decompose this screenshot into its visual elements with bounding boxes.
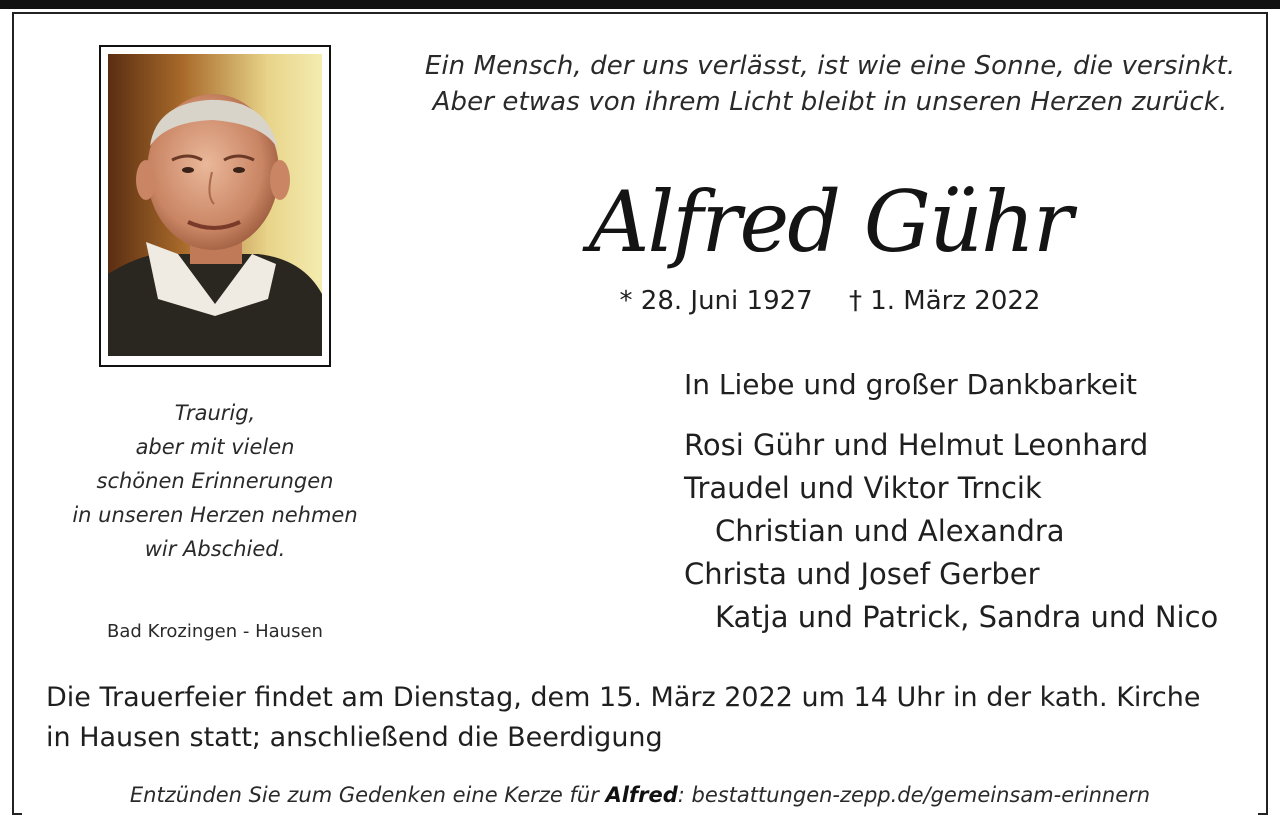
opening-quote-line-1: Ein Mensch, der uns verlässt, ist wie eine Sonne, die versinkt. bbox=[424, 51, 1236, 81]
farewell-quote-line-1: Traurig, bbox=[174, 401, 256, 425]
life-dates bbox=[560, 284, 1100, 318]
footer-prefix: Entzünden Sie zum Gedenken eine Kerze für bbox=[129, 783, 606, 807]
farewell-quote-line-5: wir Abschied. bbox=[144, 537, 286, 561]
farewell-quote-line-2: aber mit vielen bbox=[135, 435, 295, 459]
family-member: Traudel und Viktor Trncik bbox=[684, 471, 1042, 505]
farewell-quote bbox=[40, 396, 390, 566]
ceremony-line-2: in Hausen statt; anschließend die Beerdigung bbox=[46, 722, 663, 753]
portrait-frame bbox=[99, 45, 331, 367]
family-list bbox=[684, 424, 1218, 639]
top-border bbox=[0, 0, 1280, 9]
ceremony-line-1: Die Trauerfeier findet am Dienstag, dem 15. März 2022 um 14 Uhr in der kath. Kirche bbox=[46, 682, 1201, 713]
farewell-quote-line-3: schönen Erinnerungen bbox=[96, 469, 334, 493]
farewell-quote-line-4: in unseren Herzen nehmen bbox=[72, 503, 358, 527]
family-member: Rosi Gühr und Helmut Leonhard bbox=[684, 428, 1149, 462]
location: Bad Krozingen - Hausen bbox=[107, 621, 323, 642]
candle-footer[interactable] bbox=[0, 780, 1280, 810]
family-member: Christa und Josef Gerber bbox=[684, 557, 1040, 591]
frame-corner-left bbox=[12, 813, 22, 815]
deceased-name: Alfred Gühr bbox=[588, 173, 1072, 271]
family-member: Katja und Patrick, Sandra und Nico bbox=[715, 600, 1219, 634]
frame-corner-right bbox=[1258, 813, 1268, 815]
opening-quote-line-2: Aber etwas von ihrem Licht bleibt in unseren Herzen zurück. bbox=[432, 87, 1228, 117]
footer-link[interactable]: : bestattungen-zepp.de/gemeinsam-erinnern bbox=[677, 783, 1151, 807]
dedication-line: In Liebe und großer Dankbarkeit bbox=[684, 368, 1137, 401]
opening-quote bbox=[400, 48, 1260, 120]
portrait-photo bbox=[108, 54, 322, 356]
family-member: Christian und Alexandra bbox=[715, 514, 1065, 548]
footer-name: Alfred bbox=[605, 783, 678, 807]
ceremony-notice bbox=[46, 678, 1246, 758]
death-date: † 1. März 2022 bbox=[848, 286, 1041, 316]
birth-date: * 28. Juni 1927 bbox=[619, 286, 813, 316]
